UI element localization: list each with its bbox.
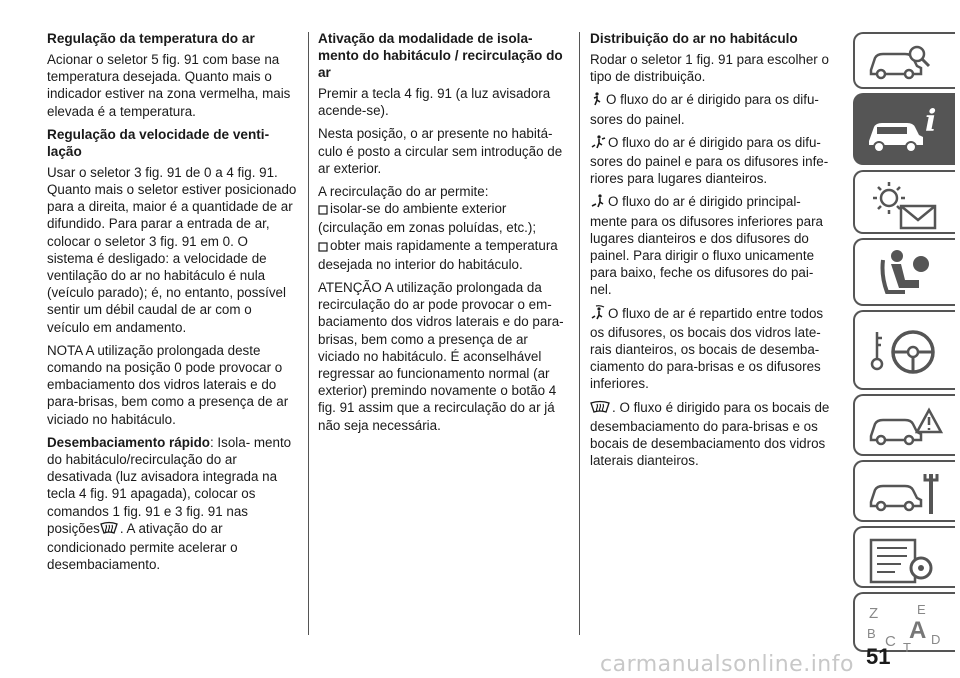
tab-key-steering-wheel[interactable] [853,310,955,390]
distribution-panel-feet-text: O fluxo do ar é dirigido para os difu- sores do painel e para os difusores infe- riores para lugares dianteiros. [590,134,829,187]
svg-text:i: i [925,104,937,139]
windshield-defrost-icon [100,521,118,539]
tab-index[interactable] [853,592,955,652]
index-letter: B [867,626,876,641]
index-letter: C [885,633,896,650]
airflow-face-feet-icon [590,135,606,153]
distribution-all [590,305,838,393]
seat-airbag-icon [865,246,945,302]
bullet-temperature-text: obter mais rapidamente a temperatura desejada no interior do habitáculo. [318,237,558,272]
airflow-all-icon [590,305,606,324]
index-letter: T [903,640,911,652]
airflow-feet-icon [590,194,606,212]
heading-air-distribution: Distribuição do ar no habitáculo [590,31,798,46]
distribution-panel-feet [590,134,838,188]
bullet-temperature [318,237,568,273]
column-right [590,30,838,475]
text-rotate-selector: Rodar o seletor 1 fig. 91 para escolher o tipo de distribuição. [590,52,829,85]
distribution-panel [590,91,838,127]
tab-car-magnifier[interactable] [853,32,955,89]
windshield-defrost-icon [590,400,610,418]
index-letter: A [909,617,927,644]
key-steering-wheel-icon [865,318,945,384]
bullet-square-icon [318,239,328,256]
warning-lights-icon [865,178,945,232]
quick-defog-text-2: . A ativação do ar condicionado permite acelerar o desembaciamento. [47,520,238,573]
distribution-all-text: O fluxo de ar é repartido entre todos os difusores, os bocais dos vidros late- rais dianteiros, os bocais de desemba- ciamento do para-brisas e os difusores inferiores. [590,305,824,392]
quick-defog-text-1: : Isola- mento do habitáculo/recirculação do ar desativada (luz avisadora integrada na tecla 4 fig. 91 apagada), colocar os comandos 1 fig. 91 e 3 fig. 91 nas posições [47,434,292,536]
heading-quick-defog: Desembaciamento rápido [47,434,210,450]
index-letter: E [917,602,926,617]
index-letter: Z [869,605,879,622]
distribution-feet-text: O fluxo do ar é dirigido principal- mente para os difusores inferiores para lugares dianteiros e dos difusores do painel. Para dirigir o fluxo unicamente para baixo, feche os difusores do pai- nel. [590,194,823,298]
watermark: carmanualsonline.info [600,652,854,677]
text-temperature: Acionar o seletor 5 fig. 91 com base na temperatura desejada. Quanto mais o indicador estiver na zona vermelha, mais elevada é a temperatura. [47,52,291,119]
distribution-defrost [590,399,838,470]
distribution-feet [590,193,838,298]
column-divider-2 [579,32,580,635]
specifications-list-icon [865,534,945,586]
heading-recirculation: Ativação da modalidade de isola- mento do habitáculo / recirculação do ar [318,31,563,80]
distribution-panel-text: O fluxo do ar é dirigido para os difu- sores do painel. [590,92,819,127]
text-quick-defog [47,434,297,574]
tab-car-wrench[interactable] [853,460,955,522]
distribution-defrost-text: . O fluxo é dirigido para os bocais de desembaciamento do para-brisas e os bocais de desembaciamento dos vidros laterais dianteiros. [590,399,830,469]
car-wrench-icon [865,468,945,520]
text-position: Nesta posição, o ar presente no habitá- culo é posto a circular sem introdução de ar exterior. [318,126,563,176]
column-middle [318,30,568,440]
bullet-isolate-text: isolar-se do ambiente exterior (circulação em zonas poluídas, etc.); [318,201,537,236]
heading-temperature: Regulação da temperatura do ar [47,31,255,46]
text-warning: ATENÇÃO A utilização prolongada da recirculação do ar pode provocar o em- baciamento dos vidros laterais e do para-brisas, bem como a presença de ar viciado no habitáculo. É aconselhável regressar ao funcionamento normal (ar exterior) premindo novamente o botão 4 fig. 91 assim que a recirculação do ar já não seja necessária. [318,280,564,433]
text-note: NOTA A utilização prolongada deste comando na posição 0 pode provocar o embaciamento dos vidros laterais e do para-brisas, bem como a presença de ar viciado no habitáculo. [47,342,289,427]
tab-car-info[interactable] [853,93,955,165]
tab-seat-airbag[interactable] [853,238,955,306]
text-press-button: Premir a tecla 4 fig. 91 (a luz avisadora acende-se). [318,86,551,119]
car-info-icon [865,101,945,159]
column-divider-1 [308,32,309,635]
bullet-square-icon [318,202,328,219]
heading-fan-speed: Regulação da velocidade de venti- lação [47,126,270,159]
car-magnifier-icon [865,40,935,84]
tab-car-breakdown[interactable] [853,394,955,456]
car-breakdown-icon [865,402,945,454]
column-left [47,30,297,579]
bullet-isolate [318,200,568,236]
text-recirculation-allows: A recirculação do ar permite: [318,184,489,200]
text-fan-speed: Usar o seletor 3 fig. 91 de 0 a 4 fig. 91. Quanto mais o seletor estiver posicionado para a direita, maior é a quantidade de ar difundido. Para parar a entrada de ar, colocar o seletor 3 fig. 91 em 0. O sistema é desligado: a velocidade de ventilação do ar no habitáculo é nula (veículo parado); é, no entanto, possível sentir um débil caudal de ar com o veículo em andamento. [47,164,297,335]
page-number: 51 [866,644,891,669]
airflow-face-icon [590,92,604,110]
tab-warning-lights[interactable] [853,170,955,234]
tab-specifications[interactable] [853,526,955,588]
index-letter: D [931,632,941,647]
